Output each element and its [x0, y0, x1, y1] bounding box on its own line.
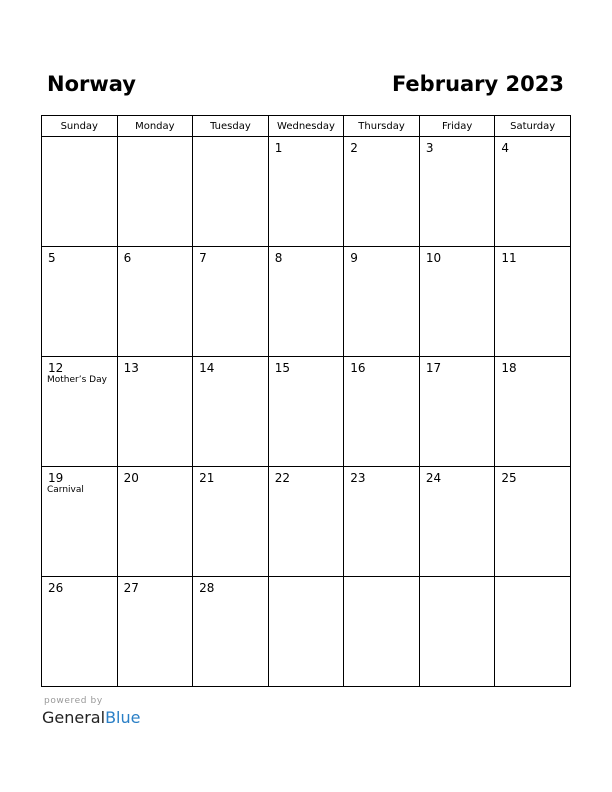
day-cell [117, 357, 193, 467]
day-cell [42, 577, 118, 687]
day-number: 27 [123, 581, 139, 595]
day-number: 12 [48, 361, 64, 375]
holiday-label: Mother’s Day [47, 375, 107, 385]
day-number: 15 [274, 361, 290, 375]
day-number: 22 [274, 471, 290, 485]
day-cell [344, 467, 420, 577]
holiday-label: Carnival [47, 485, 84, 495]
day-cell [495, 137, 571, 247]
weekday-header-sunday: Sunday [42, 116, 118, 137]
day-number: 26 [48, 581, 64, 595]
day-cell [495, 577, 571, 687]
generalblue-logo [42, 708, 140, 728]
calendar-grid [41, 115, 571, 687]
weekday-header-thursday: Thursday [344, 116, 420, 137]
day-number: 18 [501, 361, 517, 375]
weekday-header-saturday: Saturday [495, 116, 571, 137]
day-cell [419, 137, 495, 247]
day-cell [117, 577, 193, 687]
day-cell [193, 247, 269, 357]
day-cell [268, 247, 344, 357]
day-number [193, 137, 268, 155]
day-cell [419, 247, 495, 357]
day-number: 7 [199, 251, 207, 265]
week-row [42, 247, 571, 357]
day-number: 17 [425, 361, 442, 375]
day-cell [42, 467, 118, 577]
day-cell [193, 577, 269, 687]
weekday-header-row [42, 116, 571, 137]
day-cell [344, 357, 420, 467]
month-year-title: February 2023 [391, 72, 564, 96]
day-cell [42, 247, 118, 357]
week-row [42, 357, 571, 467]
day-cell [117, 467, 193, 577]
week-row [42, 467, 571, 577]
day-number: 1 [274, 141, 283, 155]
weekday-header-monday: Monday [117, 116, 193, 137]
week-row [42, 577, 571, 687]
day-cell [344, 247, 420, 357]
day-number: 4 [501, 141, 510, 155]
day-number: 3 [425, 141, 434, 155]
day-number [495, 577, 570, 595]
logo-text-general: General [42, 708, 106, 727]
day-number: 6 [123, 251, 132, 265]
day-number: 25 [501, 471, 517, 485]
day-number [42, 137, 117, 155]
day-cell [268, 467, 344, 577]
day-number: 13 [123, 361, 139, 375]
day-cell [268, 137, 344, 247]
day-number: 24 [425, 471, 442, 485]
logo-text-blue: Blue [105, 708, 141, 727]
day-cell [42, 357, 118, 467]
day-number [269, 577, 344, 595]
weekday-header-tuesday: Tuesday [193, 116, 269, 137]
day-number: 23 [350, 471, 366, 485]
day-cell [495, 247, 571, 357]
day-cell [419, 577, 495, 687]
day-number [420, 577, 495, 595]
day-cell [495, 357, 571, 467]
day-number [344, 577, 419, 595]
day-cell [193, 357, 269, 467]
day-cell [193, 467, 269, 577]
day-number: 16 [350, 361, 366, 375]
day-number: 10 [425, 251, 442, 265]
day-number: 5 [48, 251, 56, 265]
day-number: 21 [199, 471, 215, 485]
day-cell [268, 577, 344, 687]
week-row [42, 137, 571, 247]
day-number: 28 [199, 581, 215, 595]
day-cell [419, 357, 495, 467]
day-cell [344, 137, 420, 247]
day-cell [419, 467, 495, 577]
day-cell [344, 577, 420, 687]
day-number [118, 137, 193, 155]
day-number: 2 [350, 141, 358, 155]
country-title: Norway [47, 72, 136, 96]
day-number: 20 [123, 471, 139, 485]
day-cell [117, 247, 193, 357]
powered-by-label: powered by [44, 696, 103, 706]
day-number: 11 [501, 251, 517, 265]
day-number: 14 [199, 361, 215, 375]
day-cell [495, 467, 571, 577]
day-cell [193, 137, 269, 247]
day-cell [268, 357, 344, 467]
weekday-header-friday: Friday [419, 116, 495, 137]
day-number: 9 [350, 251, 358, 265]
day-number: 19 [48, 471, 64, 485]
day-cell [117, 137, 193, 247]
day-cell [42, 137, 118, 247]
weekday-header-wednesday: Wednesday [268, 116, 344, 137]
day-number: 8 [274, 251, 283, 265]
